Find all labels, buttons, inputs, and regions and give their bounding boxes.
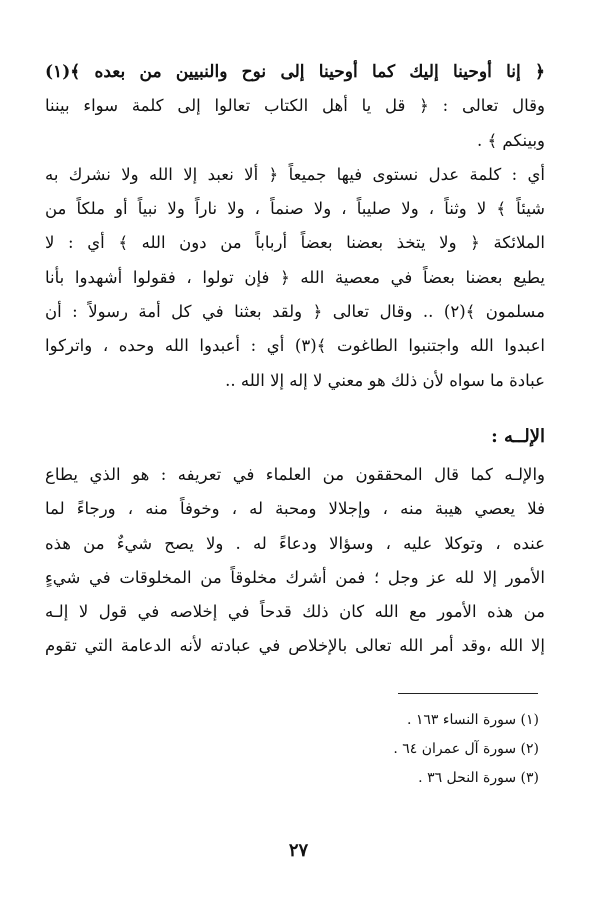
footnote: (٢) سورة آل عمران ٦٤ . xyxy=(393,741,539,757)
text-line: إلا الله ،وقد أمر الله تعالى بالإخلاص في عبادته لأنه الدعامة التي تقوم xyxy=(45,636,545,656)
text-line: عبادة ما سواه لأن ذلك هو معني لا إله إلا الله .. xyxy=(225,370,545,390)
text-line: ﴿ إنا أوحينا إليك كما أوحينا إلى نوح والنبيين من بعده ﴾(١) xyxy=(45,62,545,82)
text-line: الملائكة ﴿ ولا يتخذ بعضنا بعضاً أرباباً من دون الله ﴾ أي : لا xyxy=(45,233,545,253)
text-line: الأمور إلا لله عز وجل ؛ فمن أشرك مخلوقاً من المخلوقات في شيءٍ xyxy=(45,567,545,587)
text-line: يطيع بعضنا بعضاً في معصية الله ﴿ فإن تولوا ، فقولوا أشهدوا بأنا xyxy=(45,267,545,287)
section-heading: الإلــه : xyxy=(491,426,545,447)
text-line: شيئاً ﴾ لا وثناً ، ولا صليباً ، ولا صنماً ، ولا ناراً ولا نبياً أو ملكاً من xyxy=(45,199,545,219)
text-line: اعبدوا الله واجتنبوا الطاغوت ﴾(٣) أي : أعبدوا الله وحده ، واتركوا xyxy=(45,336,545,356)
footnote: (١) سورة النساء ١٦٣ . xyxy=(406,712,539,728)
footnote-divider xyxy=(398,693,538,694)
text-line: عنده ، وتوكلا عليه ، وسؤالا ودعاءً له . ولا يصح شيءٌ من هذه xyxy=(45,533,545,553)
body-text-ilah xyxy=(45,458,545,664)
text-line: أي : كلمة عدل نستوى فيها جميعاً ﴿ ألا نعبد إلا الله ولا نشرك به xyxy=(45,164,545,184)
text-line: وقال تعالى : ﴿ قل يا أهل الكتاب تعالوا إلى كلمة سواء بيننا xyxy=(45,96,545,116)
text-line: من هذه الأمور مع الله كان ذلك قدحاً في إخلاصه في قول لا إلـه xyxy=(45,602,545,622)
text-line: مسلمون ﴾(٢) .. وقال تعالى ﴿ ولقد بعثنا في كل أمة رسولاً : أن xyxy=(45,302,545,322)
footnotes xyxy=(239,706,539,793)
footnote: (٣) سورة النحل ٣٦ . xyxy=(418,770,539,786)
page-number: ٢٧ xyxy=(288,840,309,861)
body-text-top xyxy=(45,55,545,398)
text-line: والإلـه كما قال المحققون من العلماء في تعريفه : هو الذي يطاع xyxy=(45,465,545,484)
text-line: فلا يعصي هيبة منه ، وإجلالا ومحبة له ، وخوفاً منه ، ورجاءً لما xyxy=(45,499,545,519)
text-line: وبينكم ﴾ . xyxy=(476,130,545,150)
